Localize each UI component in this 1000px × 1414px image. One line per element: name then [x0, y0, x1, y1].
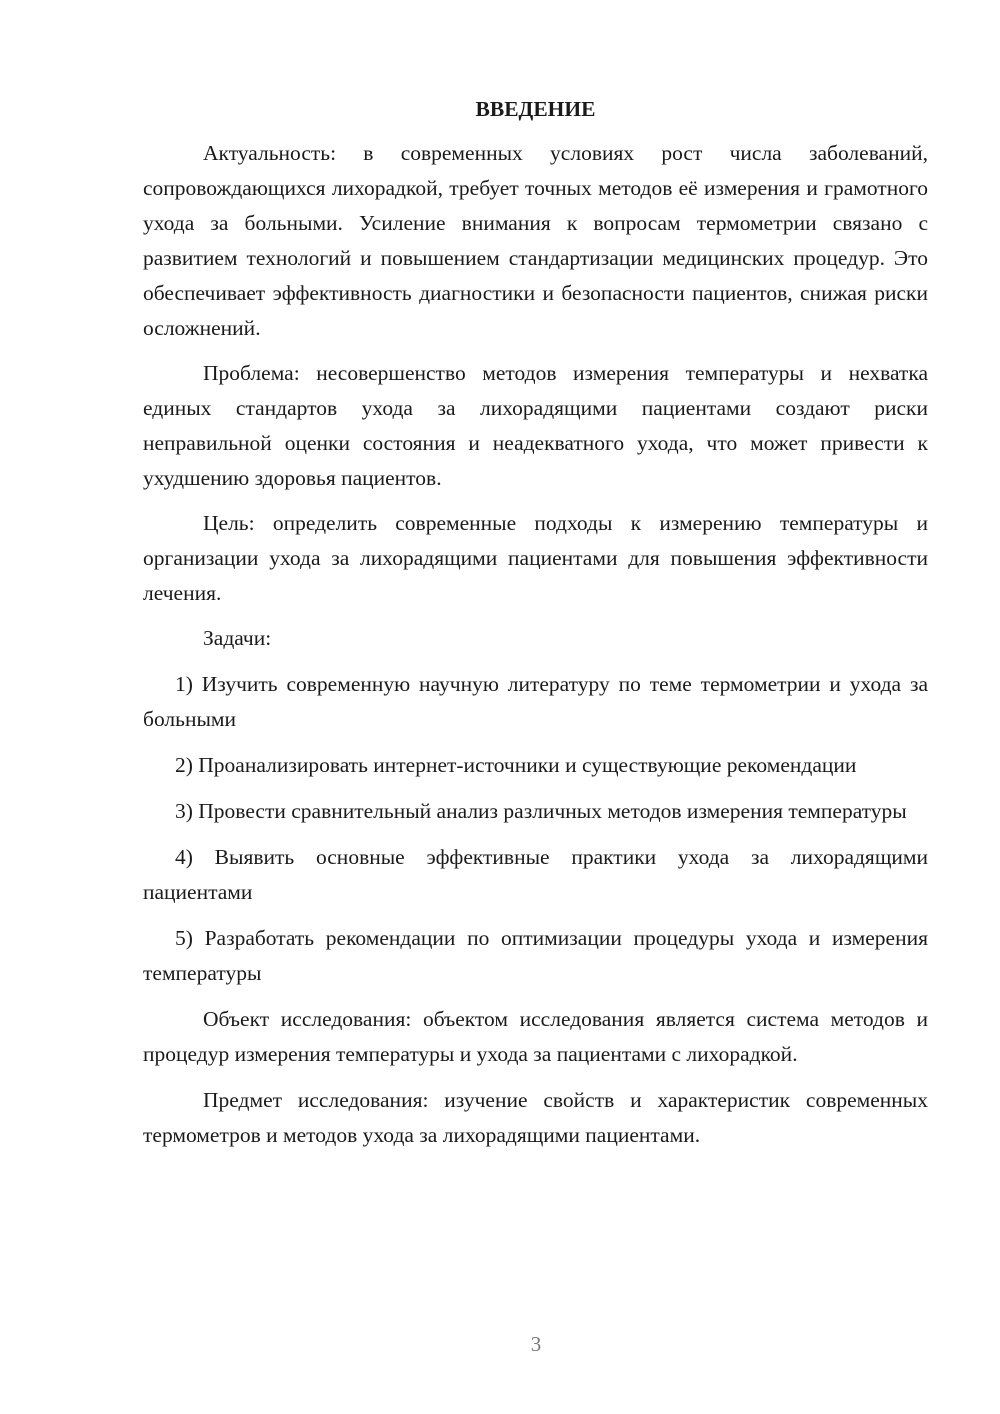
tasks-heading: Задачи: [203, 626, 272, 650]
subject-paragraph: Предмет исследования: изучение свойств и характеристик современных термометров и методов ухода за лихорадящими пациентами. [143, 1088, 928, 1147]
document-page [143, 96, 928, 1153]
task-item: 5) Разработать рекомендации по оптимизации процедуры ухода и измерения температуры [143, 926, 928, 985]
task-item: 4) Выявить основные эффективные практики ухода за лихорадящими пациентами [143, 845, 928, 904]
task-item: 1) Изучить современную научную литературу по теме термометрии и ухода за больными [143, 672, 928, 731]
goal-paragraph: Цель: определить современные подходы к измерению температуры и организации ухода за лихорадящими пациентами для повышения эффективности лечения. [143, 511, 928, 605]
problem-paragraph: Проблема: несовершенство методов измерения температуры и нехватка единых стандартов ухода за лихорадящими пациентами создают риски неправильной оценки состояния и неадекватного ухода, что может привести к ухудшению здоровья пациентов. [143, 361, 928, 490]
task-item: 2) Проанализировать интернет-источники и существующие рекомендации [175, 753, 857, 777]
task-item: 3) Провести сравнительный анализ различных методов измерения температуры [175, 799, 907, 823]
object-paragraph: Объект исследования: объектом исследования является система методов и процедур измерения температуры и ухода за пациентами с лихорадкой. [143, 1007, 928, 1066]
section-title: ВВЕДЕНИЕ [475, 97, 596, 121]
relevance-paragraph: Актуальность: в современных условиях рост числа заболеваний, сопровождающихся лихорадкой, требует точных методов её измерения и грамотного ухода за больными. Усиление внимания к вопросам термометрии связано с развитием технологий и повышением стандартизации медицинских процедур. Это обеспечивает эффективность диагностики и безопасности пациентов, снижая риски осложнений. [143, 141, 928, 340]
page-number: 3 [530, 1332, 542, 1356]
